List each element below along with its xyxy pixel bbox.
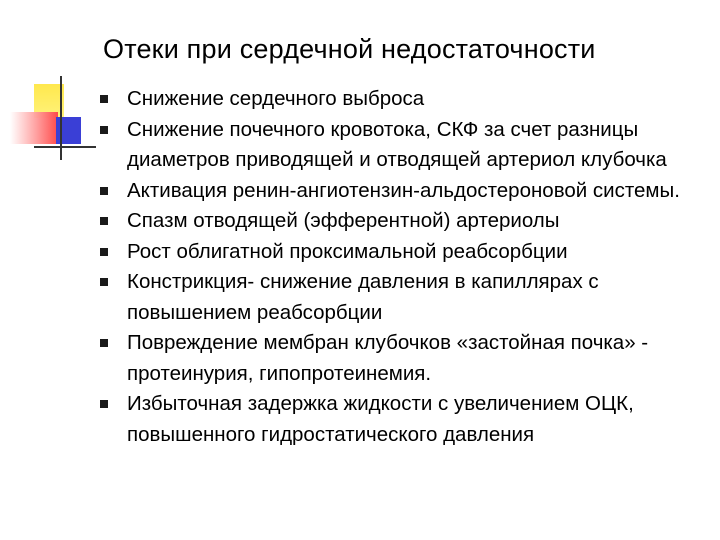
square-bullet-icon <box>100 95 108 103</box>
list-item-text: Снижение почечного кровотока, СКФ за счет разницы диаметров приводящей и отводящей артериол клубочка <box>127 117 667 171</box>
list-item-text: Избыточная задержка жидкости с увеличением ОЦК, повышенного гидростатического давления <box>127 392 634 446</box>
list-item <box>96 176 696 207</box>
list-item-text: Повреждение мембран клубочков «застойная почка» - протеинурия, гипопротеинемия. <box>127 331 649 385</box>
list-item-text: Рост облигатной проксимальной реабсорбции <box>127 239 568 263</box>
list-item <box>96 328 696 389</box>
square-bullet-icon <box>100 278 108 286</box>
square-bullet-icon <box>100 248 108 256</box>
list-item <box>96 84 696 115</box>
decorative-squares-graphic <box>0 0 100 170</box>
square-bullet-icon <box>100 400 108 408</box>
slide-title: Отеки при сердечной недостаточности <box>103 34 596 64</box>
square-bullet-icon <box>100 187 108 195</box>
list-item-text: Снижение сердечного выброса <box>127 87 425 110</box>
bullet-list <box>96 84 696 450</box>
list-item-text: Активация ренин-ангиотензин-альдостероновой системы. <box>127 178 680 202</box>
list-item <box>96 237 696 268</box>
square-bullet-icon <box>100 126 108 134</box>
list-item-text: Спазм отводящей (эфферентной) артериолы <box>127 209 560 232</box>
list-item <box>96 115 696 176</box>
list-item <box>96 267 696 328</box>
list-item <box>96 206 696 237</box>
square-bullet-icon <box>100 339 108 347</box>
list-item <box>96 389 696 450</box>
square-bullet-icon <box>100 217 108 225</box>
blue-square <box>56 117 81 144</box>
red-square <box>10 112 58 144</box>
list-item-text: Констрикция- снижение давления в капиллярах с повышением реабсорбции <box>127 270 599 324</box>
